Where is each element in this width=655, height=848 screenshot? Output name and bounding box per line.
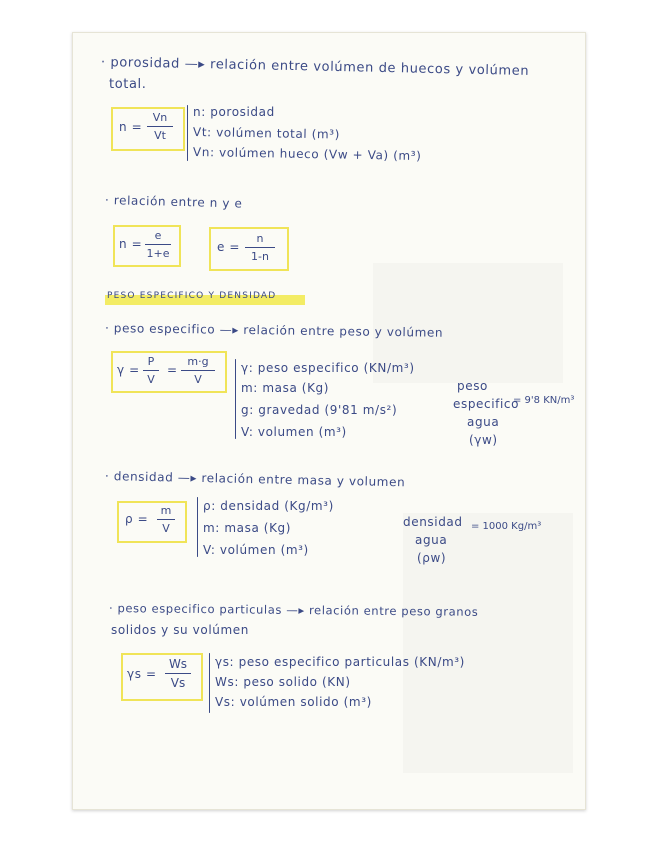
porosity-numerator: Vn xyxy=(152,111,168,124)
specific-weight-num-2: m·g xyxy=(187,355,209,368)
particle-weight-numerator: Ws xyxy=(168,657,188,671)
formula-n-fraction xyxy=(145,229,171,260)
density-brace xyxy=(197,497,198,557)
water-weight-label: peso xyxy=(457,379,488,393)
water-density-label: agua xyxy=(415,533,448,547)
specific-weight-legend-item: γ: peso especifico (KN/m³) xyxy=(241,361,415,375)
formula-n-numerator: e xyxy=(154,229,162,242)
formula-e-numerator: n xyxy=(256,232,264,245)
fraction-bar xyxy=(143,370,159,371)
porosity-legend-item: Vt: volúmen total (m³) xyxy=(192,125,341,142)
relation-ne-title: · relación entre n y e xyxy=(104,193,243,211)
density-legend-item: V: volúmen (m³) xyxy=(203,543,309,557)
section-title: PESO ESPECIFICO Y DENSIDAD xyxy=(107,291,277,301)
fraction-bar xyxy=(245,247,275,248)
specific-weight-legend-item: g: gravedad (9'81 m/s²) xyxy=(241,403,398,417)
formula-e-fraction xyxy=(245,232,275,263)
fraction-bar xyxy=(157,519,175,520)
specific-weight-title: · peso especifico —▸ relación entre peso y volúmen xyxy=(104,321,444,340)
particle-weight-denominator: Vs xyxy=(170,676,186,690)
porosity-denominator: Vt xyxy=(154,129,166,142)
density-title: · densidad —▸ relación entre masa y volumen xyxy=(104,469,406,490)
density-lhs: ρ = xyxy=(125,512,149,526)
porosity-line2: total. xyxy=(109,77,147,92)
particle-weight-legend-item: Ws: peso solido (KN) xyxy=(215,675,351,689)
density-numerator: m xyxy=(160,504,172,517)
fraction-bar xyxy=(181,370,215,371)
fraction-bar xyxy=(145,244,171,245)
particle-weight-line2: solidos y su volúmen xyxy=(111,623,249,637)
water-density-value: = 1000 Kg/m³ xyxy=(471,521,542,532)
particle-weight-line1: · peso especifico particulas —▸ relación entre peso granos xyxy=(108,601,479,619)
porosity-legend-item: Vn: volúmen hueco (Vw + Va) (m³) xyxy=(192,145,422,163)
specific-weight-fraction-2 xyxy=(181,355,215,386)
water-weight-value: = 9'8 KN/m³ xyxy=(513,395,575,406)
formula-e-denominator: 1-n xyxy=(251,250,269,263)
specific-weight-den-1: V xyxy=(147,373,155,386)
water-density-label: densidad xyxy=(403,515,463,529)
porosity-line1: · porosidad —▸ relación entre volúmen de huecos y volúmen xyxy=(100,55,530,79)
density-legend-item: ρ: densidad (Kg/m³) xyxy=(203,499,334,513)
density-legend-item: m: masa (Kg) xyxy=(203,521,292,535)
specific-weight-num-1: P xyxy=(147,355,155,368)
fraction-bar xyxy=(147,126,173,127)
formula-n-denominator: 1+e xyxy=(146,247,170,260)
particle-weight-legend-item: γs: peso especifico particulas (KN/m³) xyxy=(215,655,465,669)
density-fraction xyxy=(157,504,175,535)
specific-weight-brace xyxy=(235,359,236,439)
specific-weight-eq: = xyxy=(167,363,178,377)
specific-weight-fraction-1 xyxy=(143,355,159,386)
porosity-fraction xyxy=(147,111,173,142)
porosity-formula-lhs: n = xyxy=(119,120,143,134)
specific-weight-lhs: γ = xyxy=(117,363,140,377)
notebook-page xyxy=(72,32,586,810)
water-weight-label: agua xyxy=(467,415,500,429)
fraction-bar xyxy=(165,673,191,674)
particle-weight-brace xyxy=(209,653,210,713)
particle-weight-lhs: γs = xyxy=(127,667,157,681)
water-density-label: (ρw) xyxy=(417,551,447,565)
formula-e-lhs: e = xyxy=(217,240,241,254)
particle-weight-fraction xyxy=(165,657,191,690)
water-weight-label: (γw) xyxy=(469,433,498,447)
specific-weight-legend-item: V: volumen (m³) xyxy=(241,425,347,439)
particle-weight-legend-item: Vs: volúmen solido (m³) xyxy=(215,695,372,709)
specific-weight-legend-item: m: masa (Kg) xyxy=(241,381,330,395)
formula-n-lhs: n = xyxy=(119,237,143,251)
water-weight-label: especifico xyxy=(453,397,520,411)
porosity-legend-item: n: porosidad xyxy=(193,105,275,119)
density-denominator: V xyxy=(162,522,170,535)
porosity-brace xyxy=(187,105,188,161)
specific-weight-den-2: V xyxy=(194,373,202,386)
